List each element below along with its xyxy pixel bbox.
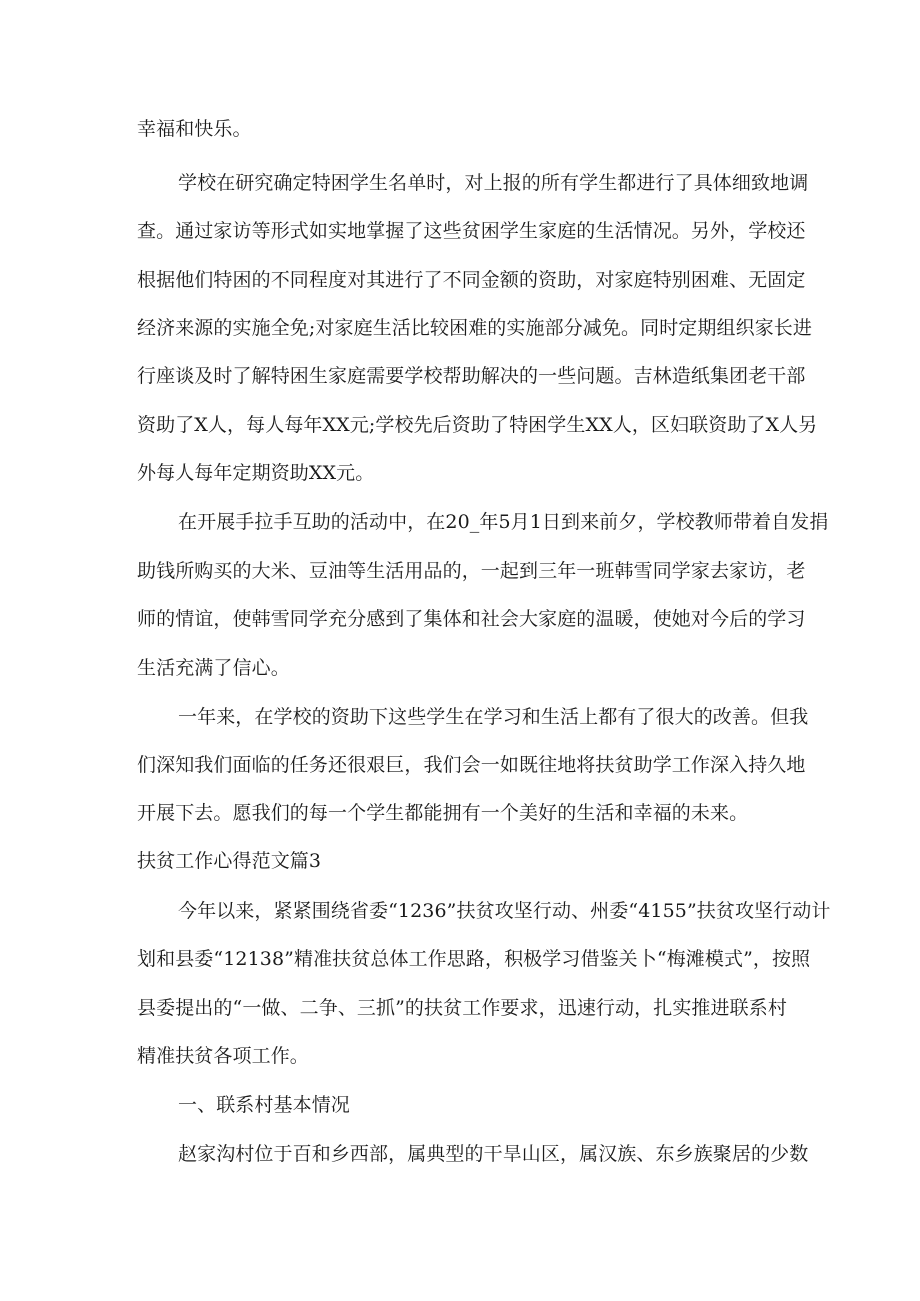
text-line: 外每人每年定期资助XX元。 (137, 462, 375, 484)
text-line: 查。通过家访等形式如实地掌握了这些贫困学生家庭的生活情况。另外，学校还 (137, 220, 806, 242)
text-line: 幸福和快乐。 (137, 118, 252, 140)
paragraph-first-line: 在开展手拉手互助的活动中，在20_年5月1日到来前夕，学校教师带着自发捐 (178, 511, 829, 533)
paragraph-first-line: 一年来，在学校的资助下这些学生在学习和生活上都有了很大的改善。但我 (178, 706, 809, 728)
text-line: 县委提出的“一做、二争、三抓”的扶贫工作要求，迅速行动，扎实推进联系村 (137, 997, 787, 1019)
text-line: 师的情谊，使韩雪同学充分感到了集体和社会大家庭的温暖，使她对今后的学习 (137, 608, 806, 630)
text-line: 资助了X人，每人每年XX元;学校先后资助了特困学生XX人，区妇联资助了X人另 (137, 414, 818, 436)
text-line: 经济来源的实施全免;对家庭生活比较困难的实施部分减免。同时定期组织家长进 (137, 317, 813, 339)
text-line: 行座谈及时了解特困生家庭需要学校帮助解决的一些问题。吉林造纸集团老干部 (137, 365, 806, 387)
paragraph-first-line: 今年以来，紧紧围绕省委“1236”扶贫攻坚行动、州委“4155”扶贫攻坚行动计 (178, 900, 831, 922)
text-line: 精准扶贫各项工作。 (137, 1045, 309, 1067)
paragraph-first-line: 学校在研究确定特困学生名单时，对上报的所有学生都进行了具体细致地调 (178, 172, 809, 194)
text-line: 划和县委“12138”精准扶贫总体工作思路，积极学习借鉴关卜“梅滩模式”，按照 (137, 948, 811, 970)
text-line: 生活充满了信心。 (137, 657, 290, 679)
text-line: 助钱所购买的大米、豆油等生活用品的，一起到三年一班韩雪同学家去家访，老 (137, 560, 806, 582)
text-line: 们深知我们面临的任务还很艰巨，我们会一如既往地将扶贫助学工作深入持久地 (137, 754, 806, 776)
subsection-heading: 一、联系村基本情况 (178, 1094, 350, 1116)
paragraph-first-line: 赵家沟村位于百和乡西部，属典型的干旱山区，属汉族、东乡族聚居的少数 (178, 1143, 809, 1165)
section-heading: 扶贫工作心得范文篇3 (137, 850, 322, 872)
text-line: 根据他们特困的不同程度对其进行了不同金额的资助，对家庭特别困难、无固定 (137, 269, 806, 291)
text-line: 开展下去。愿我们的每一个学生都能拥有一个美好的生活和幸福的未来。 (137, 802, 749, 824)
